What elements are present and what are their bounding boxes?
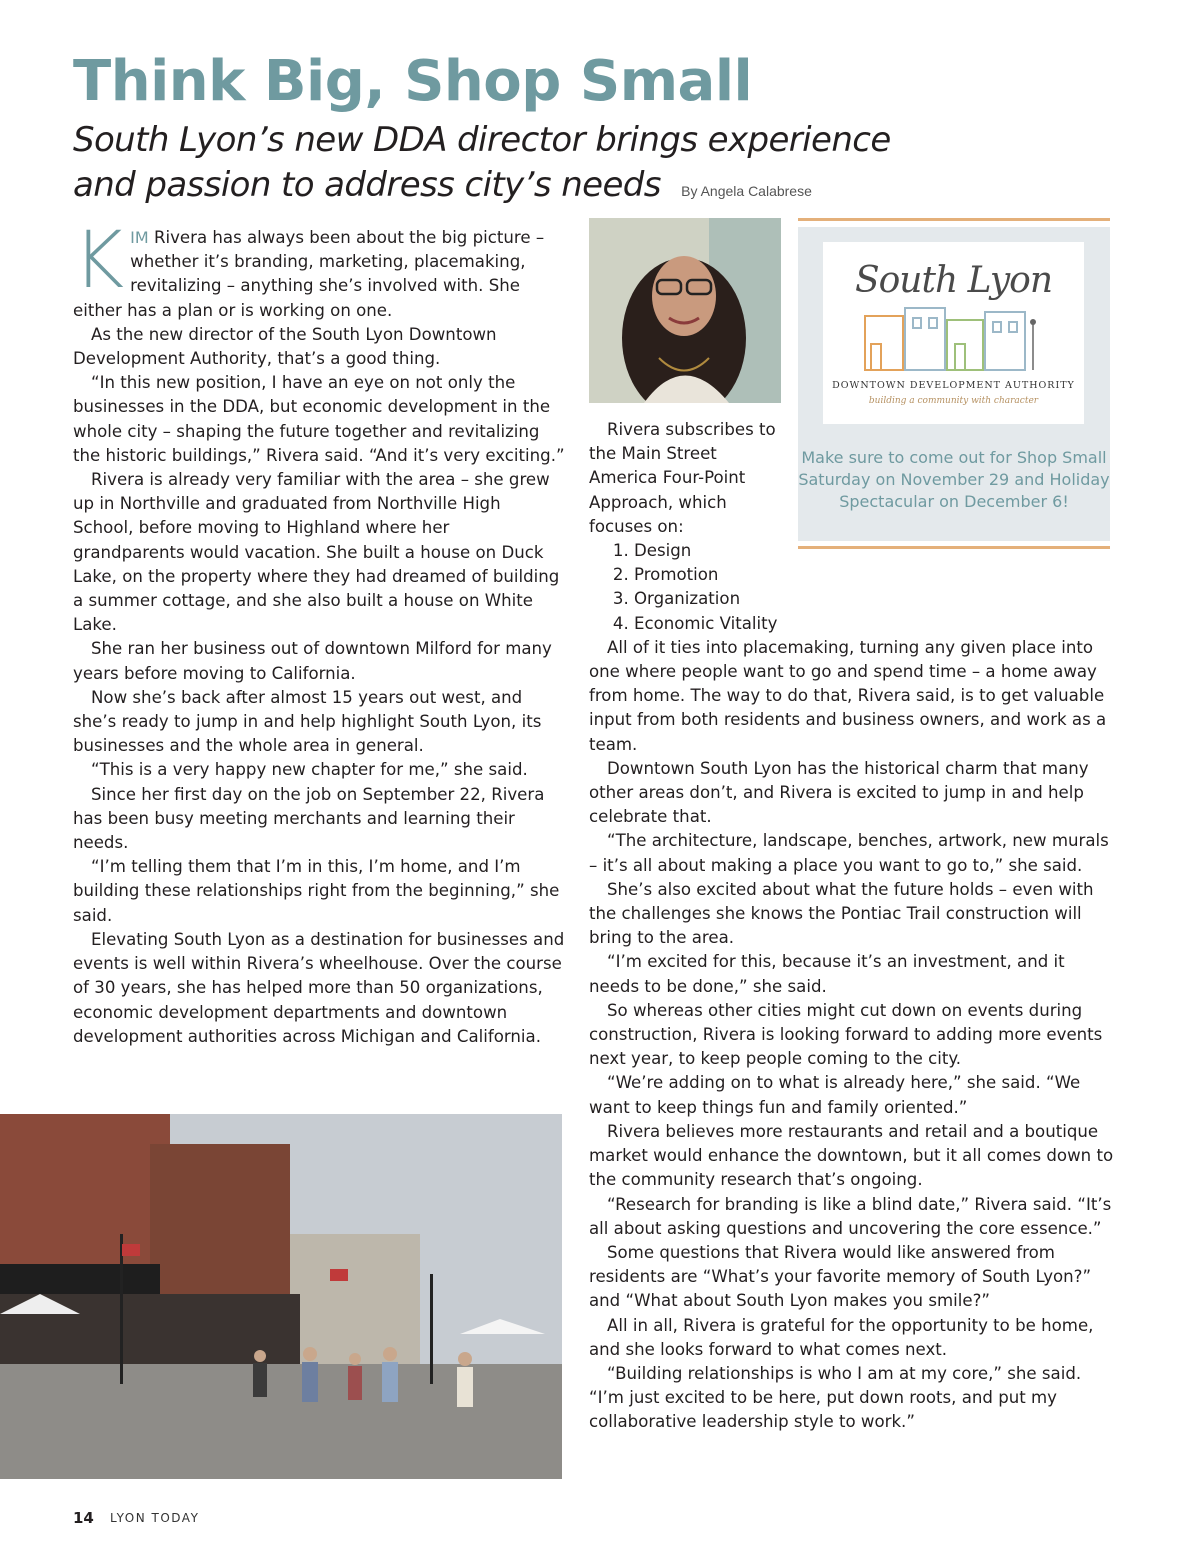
portrait-illustration bbox=[589, 218, 781, 403]
event-announcement: Make sure to come out for Shop Small Saturday on November 29 and Holiday Spectacular on December 6! bbox=[798, 448, 1110, 511]
dropcap: K bbox=[73, 216, 125, 306]
article-paragraph: All in all, Rivera is grateful for the opportunity to be home, and she looks forward to what comes next. bbox=[589, 1315, 1094, 1359]
byline: By Angela Calabrese bbox=[681, 183, 812, 199]
street-scene-illustration bbox=[0, 1114, 562, 1479]
article-paragraph: So whereas other cities might cut down on events during construction, Rivera is looking forward to adding more events next year, to keep people coming to the city. bbox=[589, 1000, 1103, 1069]
article-paragraph: Elevating South Lyon as a destination for businesses and events is well within Rivera’s wheelhouse. Over the course of 30 years, she has helped more than 50 organizations, economic development departments and downtown development authorities across Michigan and California. bbox=[73, 929, 565, 1046]
headline: Think Big, Shop Small bbox=[73, 49, 753, 114]
article-paragraph bbox=[73, 216, 565, 323]
street-festival-photo bbox=[0, 1114, 562, 1479]
storefronts-icon bbox=[863, 304, 1043, 372]
article-paragraph: As the new director of the South Lyon Downtown Development Authority, that’s a good thing. bbox=[73, 324, 497, 369]
sidebar-callout bbox=[798, 218, 1110, 548]
list-item: 3. Organization bbox=[634, 587, 1114, 611]
portrait-photo bbox=[589, 218, 781, 403]
article-paragraph: Since her first day on the job on September 22, Rivera has been busy meeting merchants and learning their needs. bbox=[73, 784, 545, 853]
sidebar-top-rule bbox=[798, 218, 1110, 221]
article-paragraph: “Research for branding is like a blind date,” Rivera said. “It’s all about asking questions and uncovering the core essence.” bbox=[589, 1194, 1112, 1238]
magazine-name: LYON TODAY bbox=[110, 1511, 200, 1525]
four-point-intro: Rivera subscribes to the Main Street America Four-Point Approach, which focuses on: bbox=[589, 420, 776, 536]
article-paragraph: “The architecture, landscape, benches, artwork, new murals – it’s all about making a place you want to go to,” she said. bbox=[589, 831, 1109, 875]
logo-script-text: South Lyon bbox=[854, 260, 1053, 301]
page-number: 14 bbox=[73, 1509, 94, 1527]
smallcaps-lead: IM bbox=[130, 228, 149, 247]
article-paragraph: She ran her business out of downtown Milford for many years before moving to California. bbox=[73, 639, 552, 683]
deck-line-1: South Lyon’s new DDA director brings experience bbox=[73, 120, 891, 160]
article-paragraph: Some questions that Rivera would like answered from residents are “What’s your favorite memory of South Lyon?” and “What about South Lyon makes you smile?” bbox=[589, 1242, 1092, 1311]
article-paragraph: “In this new position, I have an eye on not only the businesses in the DDA, but economic development in the whole city – shaping the future together and revitalizing the historic buildings,” Rivera said. “And it’s very exciting.” bbox=[73, 373, 565, 465]
article-paragraph: Rivera believes more restaurants and retail and a boutique market would enhance the downtown, but it all comes down to the community research that’s ongoing. bbox=[589, 1121, 1114, 1190]
article-paragraph: “I’m telling them that I’m in this, I’m home, and I’m building these relationships right from the beginning,” she said. bbox=[73, 857, 560, 925]
article-paragraph: All of it ties into placemaking, turning any given place into one where people want to go and spend time – a home away from home. The way to do that, Rivera said, is to get valuable input from both residents and business owners, and work as a team. bbox=[589, 637, 1107, 754]
paragraph-text: Rivera has always been about the big picture – whether it’s branding, marketing, placemaking, revitalizing – anything she’s involved with. She either has a plan or is working on one. bbox=[73, 228, 545, 320]
sidebar-box bbox=[798, 227, 1110, 541]
article-paragraph: “This is a very happy new chapter for me,” she said. bbox=[91, 760, 528, 780]
article-paragraph: Now she’s back after almost 15 years out west, and she’s ready to jump in and help highlight South Lyon, its businesses and the whole area in general. bbox=[73, 687, 542, 756]
list-item: 4. Economic Vitality bbox=[634, 612, 1114, 636]
deck bbox=[73, 118, 973, 214]
article-left-column bbox=[73, 216, 565, 1049]
list-item: 2. Promotion bbox=[634, 563, 1114, 587]
article-paragraph: “Building relationships is who I am at my core,” she said. “I’m just excited to be here, put down roots, and put my collaborative leadership style to work.” bbox=[589, 1363, 1082, 1432]
logo-tagline: building a community with character bbox=[868, 396, 1039, 406]
four-point-list bbox=[589, 539, 1114, 636]
list-item: 1. Design bbox=[634, 539, 1114, 563]
article-paragraph: Rivera is already very familiar with the area – she grew up in Northville and graduated from Northville High School, before moving to Highland where her grandparents would vacation. She built a house on Duck Lake, on the property where they had dreamed of building a summer cottage, and she also built a house on White Lake. bbox=[73, 470, 560, 635]
article-right-column bbox=[589, 418, 1114, 1435]
article-paragraph: She’s also excited about what the future holds – even with the challenges she knows the Pontiac Trail construction will bring to the area. bbox=[589, 879, 1094, 948]
logo-org-name: DOWNTOWN DEVELOPMENT AUTHORITY bbox=[832, 380, 1075, 391]
article-paragraph: “We’re adding on to what is already here,” she said. “We want to keep things fun and family oriented.” bbox=[589, 1073, 1081, 1117]
deck-line-2: and passion to address city’s needs bbox=[73, 165, 661, 205]
sidebar-bottom-rule bbox=[798, 546, 1110, 549]
dda-logo bbox=[823, 242, 1084, 424]
article-paragraph: “I’m excited for this, because it’s an investment, and it needs to be done,” she said. bbox=[589, 952, 1065, 996]
article-paragraph: Downtown South Lyon has the historical charm that many other areas don’t, and Rivera is excited to jump in and help celebrate that. bbox=[589, 758, 1089, 827]
